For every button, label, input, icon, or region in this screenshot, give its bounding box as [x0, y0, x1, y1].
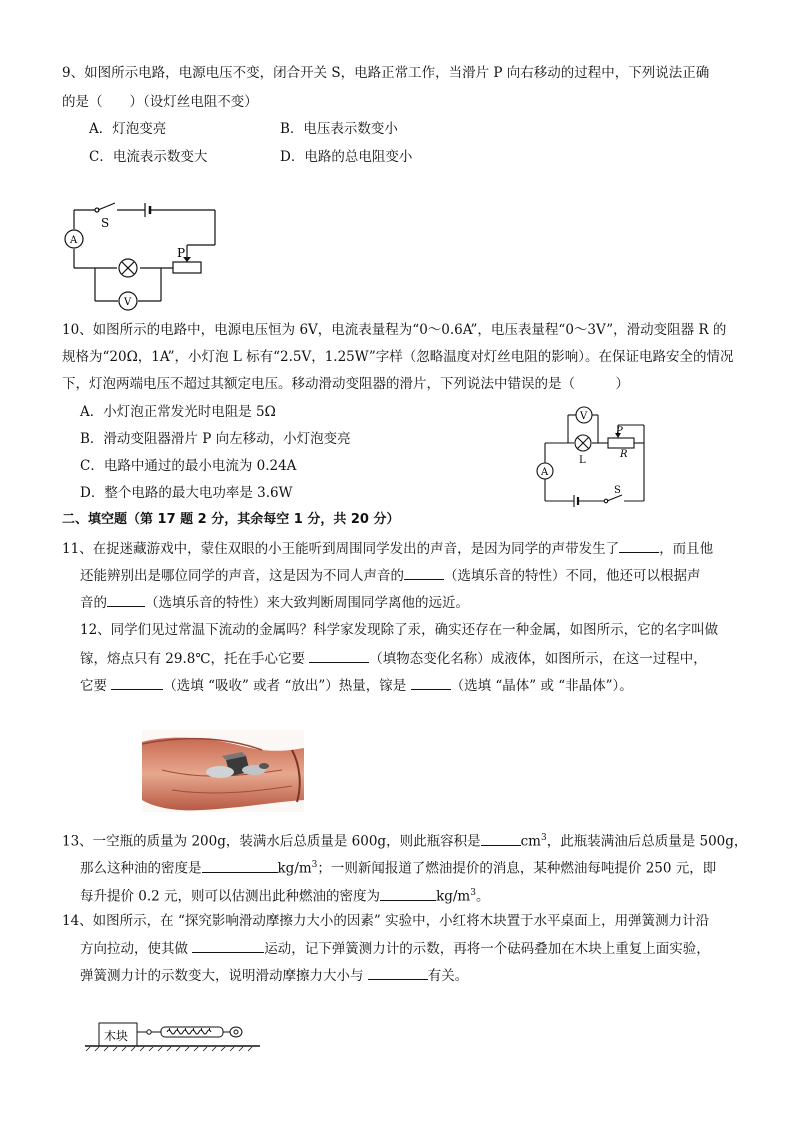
q9-option-d: D．电路的总电阻变小: [280, 149, 413, 165]
answer-blank[interactable]: [111, 675, 163, 690]
answer-blank[interactable]: [619, 538, 659, 553]
slider-label: P: [616, 426, 623, 437]
answer-blank[interactable]: [202, 858, 278, 873]
q9-circuit-diagram: [55, 195, 235, 315]
friction-experiment-diagram: [85, 1018, 265, 1058]
answer-blank[interactable]: [309, 648, 369, 663]
q9-option-c: C．电流表示数变大: [89, 149, 208, 165]
q14-line2: 方向拉动，使其做 运动，记下弹簧测力计的示数，再将一个砝码叠加在木块上重复上面实验，: [80, 938, 710, 959]
q10-stem-line2: 规格为“20Ω，1A”，小灯泡 L 标有“2.5V，1.25W”字样（忽略温度对灯丝电阻的影响）。在保证电路安全的情况: [62, 349, 734, 365]
q11-line1: 11、在捉迷藏游戏中，蒙住双眼的小王能听到周围同学发出的声音，是因为同学的声带发生了 ，而且他: [62, 538, 713, 559]
rheostat-label: R: [620, 449, 628, 460]
answer-blank[interactable]: [380, 886, 436, 901]
answer-blank[interactable]: [107, 592, 145, 607]
q9-option-b: B．电压表示数变小: [280, 121, 398, 137]
q13-line3: 每升提价 0.2 元，则可以估测出此种燃油的密度为 $kg/m^3$。: [80, 883, 489, 907]
slider-label: P: [177, 246, 186, 260]
q14-line3: 弹簧测力计的示数变大，说明滑动摩擦力大小与 有关。: [80, 965, 468, 986]
q12-line3: 它要 （选填 “吸收” 或者 “放出”）热量，镓是 （选填 “晶体” 或 “非晶体”）。: [80, 675, 633, 696]
q10-stem-line3: 下，灯泡两端电压不超过其额定电压。移动滑动变阻器的滑片，下列说法中错误的是（ ）: [62, 376, 629, 392]
q10-option-b: B．滑动变阻器滑片 P 向左移动，小灯泡变亮: [80, 431, 351, 447]
block-label: 木块: [104, 1029, 129, 1043]
q9-option-a: A．灯泡变亮: [89, 121, 167, 137]
q11-line3: 音的 （选填乐音的特性）来大致判断周围同学离他的远近。: [80, 592, 469, 613]
q10-stem-line1: 10、如图所示的电路中，电源电压恒为 6V，电流表量程为“0～0.6A”，电压表量程“0～3V”，滑动变阻器 R 的: [62, 322, 727, 338]
answer-blank[interactable]: [368, 965, 428, 980]
section-heading: 二、填空题（第 17 题 2 分，其余每空 1 分，共 20 分）: [62, 512, 400, 527]
voltmeter-label: V: [124, 297, 132, 308]
q10-option-d: D．整个电路的最大电功率是 3.6W: [80, 485, 293, 501]
q13-line2: 那么这种油的密度是 $kg/m^3$；一则新闻报道了燃油提价的消息，某种燃油每吨提价 250 元，即: [80, 855, 716, 879]
gallium-in-hand-photo: [142, 730, 304, 812]
switch-label: S: [614, 485, 621, 496]
switch-label: S: [101, 216, 110, 230]
q10-option-a: A．小灯泡正常发光时电阻是 5Ω: [80, 404, 276, 420]
answer-blank[interactable]: [404, 565, 444, 580]
q12-line1: 12、同学们见过常温下流动的金属吗？科学家发现除了汞，确实还存在一种金属，如图所示，它的名字叫做: [80, 622, 719, 638]
q13-line1: 13、一空瓶的质量为 200g，装满水后总质量是 600g，则此瓶容积是 $cm^3$，此瓶装满油后总质量是 500g，: [62, 828, 747, 852]
voltmeter-label: V: [580, 411, 588, 422]
q12-line2: 镓，熔点只有 29.8℃，托在手心它要 （填物态变化名称）成液体，如图所示，在这一过程中，: [80, 648, 707, 669]
ammeter-label: A: [541, 467, 549, 478]
q11-line2: 还能辨别出是哪位同学的声音，这是因为不同人声音的 （选填乐音的特性）不同，他还可以根据声: [80, 565, 701, 586]
q9-stem-line1: 9、如图所示电路，电源电压不变，闭合开关 S，电路正常工作，当滑片 P 向右移动的过程中，下列说法正确: [62, 65, 710, 81]
q9-stem-line2: 的是（ ）（设灯丝电阻不变）: [62, 94, 258, 110]
q10-option-c: C．电路中通过的最小电流为 0.24A: [80, 458, 297, 474]
ammeter-label: A: [70, 235, 78, 246]
lamp-label: L: [579, 455, 586, 466]
answer-blank[interactable]: [481, 831, 521, 846]
answer-blank[interactable]: [411, 675, 451, 690]
q10-circuit-diagram: [530, 405, 660, 510]
answer-blank[interactable]: [192, 938, 264, 953]
q14-line1: 14、如图所示，在 “探究影响滑动摩擦力大小的因素” 实验中，小红将木块置于水平桌面上，用弹簧测力计沿: [62, 913, 710, 929]
